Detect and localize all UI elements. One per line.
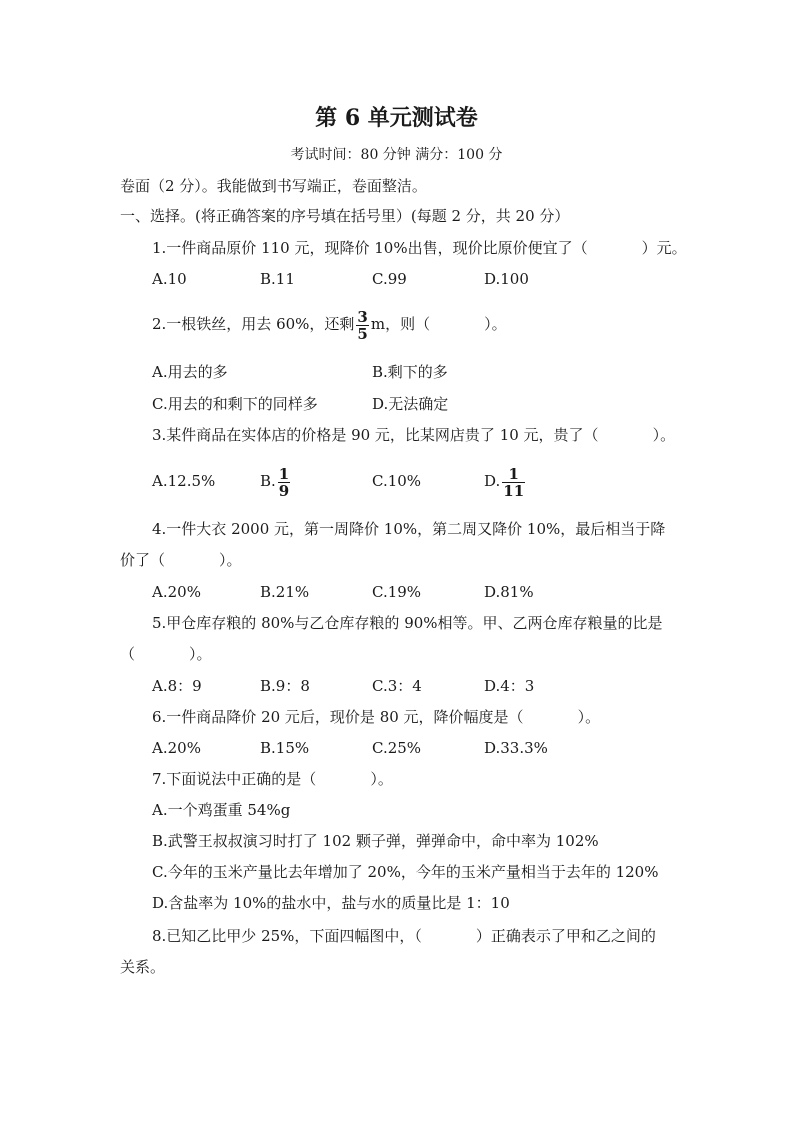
option: D.含盐率为 10%的盐水中，盐与水的质量比是 1：10 [152, 894, 510, 912]
question-2-stem [152, 304, 507, 344]
option: C.今年的玉米产量比去年增加了 20%，今年的玉米产量相当于去年的 120% [152, 863, 659, 881]
option: B.11 [260, 270, 295, 288]
question-3-stem [152, 425, 675, 445]
fraction-denominator: 11 [503, 481, 525, 500]
option-label: D. [484, 472, 501, 490]
question-text: 6.一件商品降价 20 元后，现价是 80 元，降价幅度是（ [152, 708, 524, 726]
option: D.无法确定 [372, 395, 449, 413]
question-text: ）。 [189, 645, 212, 663]
fraction-denominator: 5 [357, 324, 368, 343]
question-8-line-1 [152, 926, 656, 946]
page-title: 第 6 单元测试卷 [315, 105, 478, 131]
question-text: 2.一根铁丝，用去 60%，还剩 [152, 315, 355, 333]
option [260, 461, 292, 501]
question-text: ）。 [219, 551, 242, 569]
option: A.12.5% [152, 472, 216, 490]
question-text: ）正确表示了甲和乙之间的 [475, 927, 656, 945]
question-4-line-1: 4.一件大衣 2000 元，第一周降价 10%，第二周又降价 10%，最后相当于降 [152, 520, 666, 538]
fraction-denominator: 9 [278, 481, 290, 500]
question-text: ）。 [370, 770, 393, 788]
neatness-note: 卷面（2 分）。我能做到书写端正，卷面整洁。 [120, 177, 427, 195]
exam-meta: 考试时间：80 分钟 满分：100 分 [290, 147, 503, 163]
fraction [356, 309, 368, 342]
option: B.21% [260, 583, 310, 601]
option: C.19% [372, 583, 422, 601]
option: D.81% [484, 583, 534, 601]
option: D.33.3% [484, 739, 548, 757]
question-text: 1.一件商品原价 110 元，现降价 10%出售，现价比原价便宜了（ [152, 239, 588, 257]
fraction [278, 466, 290, 499]
option: D.4：3 [484, 677, 535, 695]
question-text: 7.下面说法中正确的是（ [152, 770, 317, 788]
question-5-line-2 [120, 644, 212, 664]
option: A.用去的多 [152, 363, 228, 381]
option: A.10 [152, 270, 187, 288]
option: B.武警王叔叔演习时打了 102 颗子弹，弹弹命中，命中率为 102% [152, 832, 599, 850]
option: B.9：8 [260, 677, 310, 695]
fraction-numerator: 1 [508, 464, 519, 483]
question-text: 8.已知乙比甲少 25%，下面四幅图中，（ [152, 927, 422, 945]
question-1-stem [152, 238, 687, 258]
fraction [502, 466, 525, 499]
option: A.8：9 [152, 677, 202, 695]
option: B.剩下的多 [372, 363, 448, 381]
question-text: ）。 [577, 708, 601, 726]
question-text: 3.某件商品在实体店的价格是 90 元，比某网店贵了 10 元，贵了（ [152, 426, 599, 444]
question-text: m，则（ [370, 315, 431, 333]
question-7-stem [152, 769, 393, 789]
question-5-line-1: 5.甲仓库存粮的 80%与乙仓库存粮的 90%相等。甲、乙两仓库存粮量的比是 [152, 614, 663, 632]
option-label: B. [260, 472, 276, 490]
option: C.3：4 [372, 677, 422, 695]
fraction-numerator: 3 [357, 307, 368, 326]
option: D.100 [484, 270, 529, 288]
question-6-stem [152, 707, 600, 727]
option: A.一个鸡蛋重 54%g [152, 801, 291, 819]
option: B.15% [260, 739, 310, 757]
question-8-line-2: 关系。 [120, 958, 166, 976]
option: C.10% [372, 472, 422, 490]
option: C.用去的和剩下的同样多 [152, 395, 318, 413]
option: C.25% [372, 739, 422, 757]
option: A.20% [152, 583, 201, 601]
option: C.99 [372, 270, 407, 288]
question-text: ）元。 [641, 239, 687, 257]
question-text: ）。 [484, 315, 507, 333]
fraction-numerator: 1 [278, 464, 290, 483]
option [484, 461, 527, 501]
question-text: ）。 [652, 426, 676, 444]
question-text: （ [120, 645, 136, 663]
question-4-line-2 [120, 550, 242, 570]
section-heading: 一、选择。(将正确答案的序号填在括号里）(每题 2 分，共 20 分） [120, 207, 570, 225]
question-text: 价了（ [120, 551, 166, 569]
option: A.20% [152, 739, 201, 757]
